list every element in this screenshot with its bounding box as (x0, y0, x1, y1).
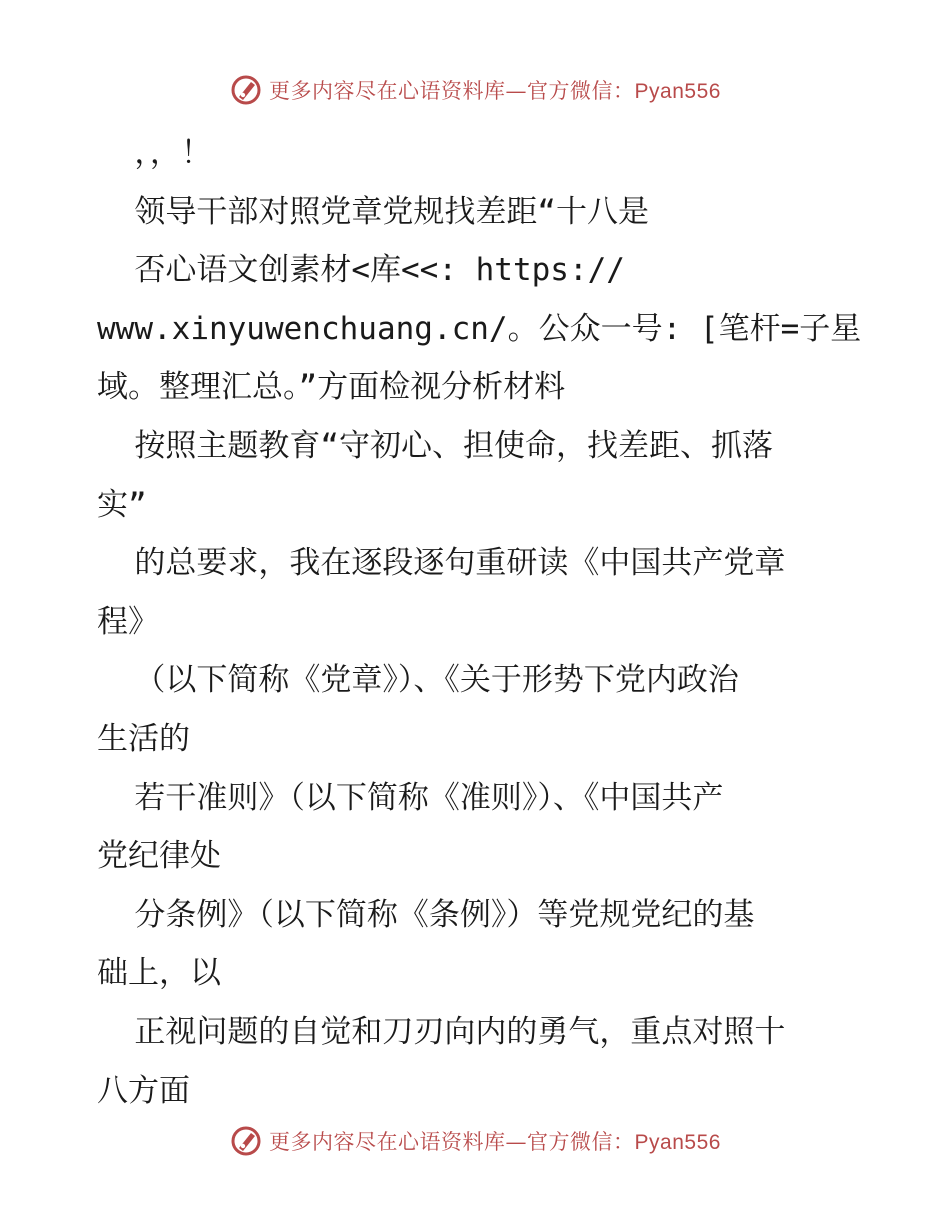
document-line: 程》 (97, 603, 159, 640)
document-line: 按照主题教育“守初心、担使命，找差距、抓落 (97, 427, 773, 464)
header-banner (0, 70, 950, 110)
pen-nib-logo-icon (229, 73, 263, 107)
document-line: 生活的 (97, 720, 190, 757)
document-line: 领导干部对照党章党规找差距“十八是 (97, 193, 649, 230)
document-line: 实” (97, 486, 147, 523)
document-line: ，，！ (97, 135, 212, 171)
footer-wechat-id: Pyan556 (634, 1131, 721, 1154)
document-line: 党纪律处 (97, 838, 221, 875)
footer-banner-text: 更多内容尽在心语资料库—官方微信：Pyan556 (269, 1130, 721, 1154)
document-line: 正视问题的自觉和刀刃向内的勇气，重点对照十 (97, 1013, 786, 1050)
document-line: 八方面 (97, 1072, 190, 1109)
document-line: （以下简称《党章》）、《关于形势下党内政治 (97, 662, 739, 699)
document-line: 若干准则》（以下简称《准则》）、《中国共产 (97, 779, 724, 816)
document-line: 础上，以 (97, 955, 221, 992)
document-line: 的总要求，我在逐段逐句重研读《中国共产党章 (97, 545, 786, 582)
document-body (97, 124, 862, 1120)
document-line: 分条例》（以下简称《条例》）等党规党纪的基 (97, 896, 755, 933)
header-wechat-id: Pyan556 (634, 80, 721, 103)
document-line: 否心语文创素材<库<<: https:// (97, 252, 625, 289)
footer-banner (0, 1121, 950, 1161)
document-line: www.xinyuwenchuang.cn/。公众一号: [笔杆=子星 (97, 310, 862, 347)
pen-nib-logo-icon (229, 1124, 263, 1158)
document-line: 域。整理汇总。”方面检视分析材料 (97, 369, 566, 406)
header-banner-text: 更多内容尽在心语资料库—官方微信：Pyan556 (269, 79, 721, 103)
